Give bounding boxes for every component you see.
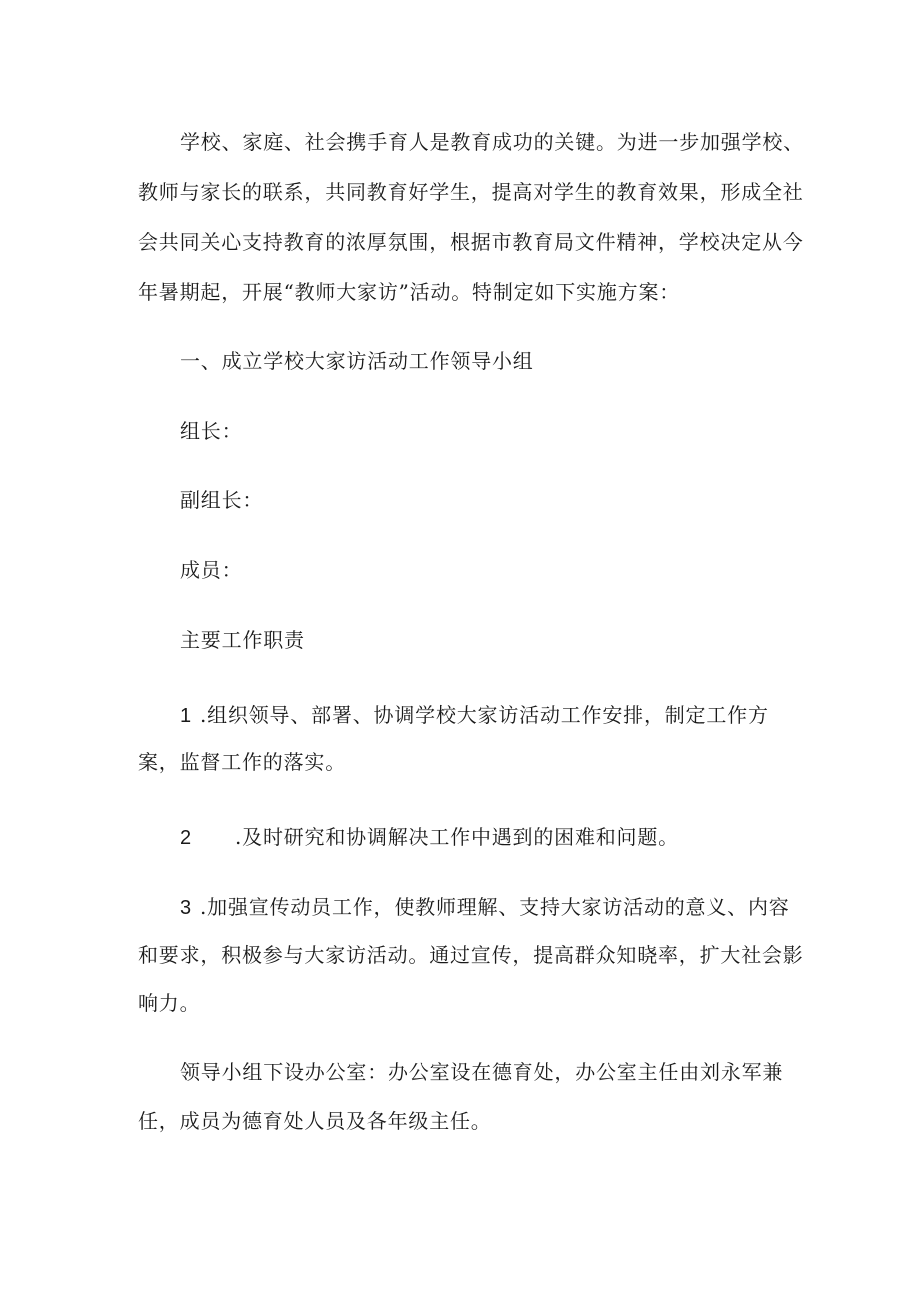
duty-number: 3	[180, 897, 192, 919]
duty-3-line-3: 响力。	[138, 991, 201, 1015]
duties-title: 主要工作职责	[180, 628, 305, 652]
duty-2-line-1: .及时研究和协调解决工作中遇到的困难和问题。	[235, 825, 679, 849]
members-label: 成员：	[180, 558, 243, 582]
leader-label: 组长：	[180, 419, 243, 443]
intro-line-1: 学校、家庭、社会携手育人是教育成功的关键。为进一步加强学校、	[180, 130, 804, 154]
section-heading: 一、成立学校大家访活动工作领导小组	[180, 349, 534, 373]
duty-1-line-2: 案，监督工作的落实。	[138, 750, 346, 774]
intro-line-2: 教师与家长的联系，共同教育好学生，提高对学生的教育效果，形成全社	[138, 180, 804, 204]
duty-3-line-2: 和要求，积极参与大家访活动。通过宣传，提高群众知晓率，扩大社会影	[138, 943, 804, 967]
duty-number: 1	[180, 705, 192, 727]
intro-line-3: 会共同关心支持教育的浓厚氛围，根据市教育局文件精神，学校决定从今	[138, 230, 804, 254]
office-line-2: 任，成员为德育处人员及各年级主任。	[138, 1109, 492, 1133]
duty-3-number	[180, 893, 192, 922]
office-line-1: 领导小组下设办公室：办公室设在德育处，办公室主任由刘永军兼	[180, 1060, 784, 1084]
duty-2-number	[180, 823, 192, 852]
duty-1-number	[180, 701, 192, 730]
duty-3-line-1: .加强宣传动员工作，使教师理解、支持大家访活动的意义、内容	[200, 895, 790, 919]
duty-number: 2	[180, 827, 192, 849]
intro-line-4: 年暑期起，开展“教师大家访”活动。特制定如下实施方案：	[138, 280, 681, 304]
duty-1-line-1: .组织领导、部署、协调学校大家访活动工作安排，制定工作方	[200, 703, 769, 727]
deputy-label: 副组长：	[180, 488, 264, 512]
